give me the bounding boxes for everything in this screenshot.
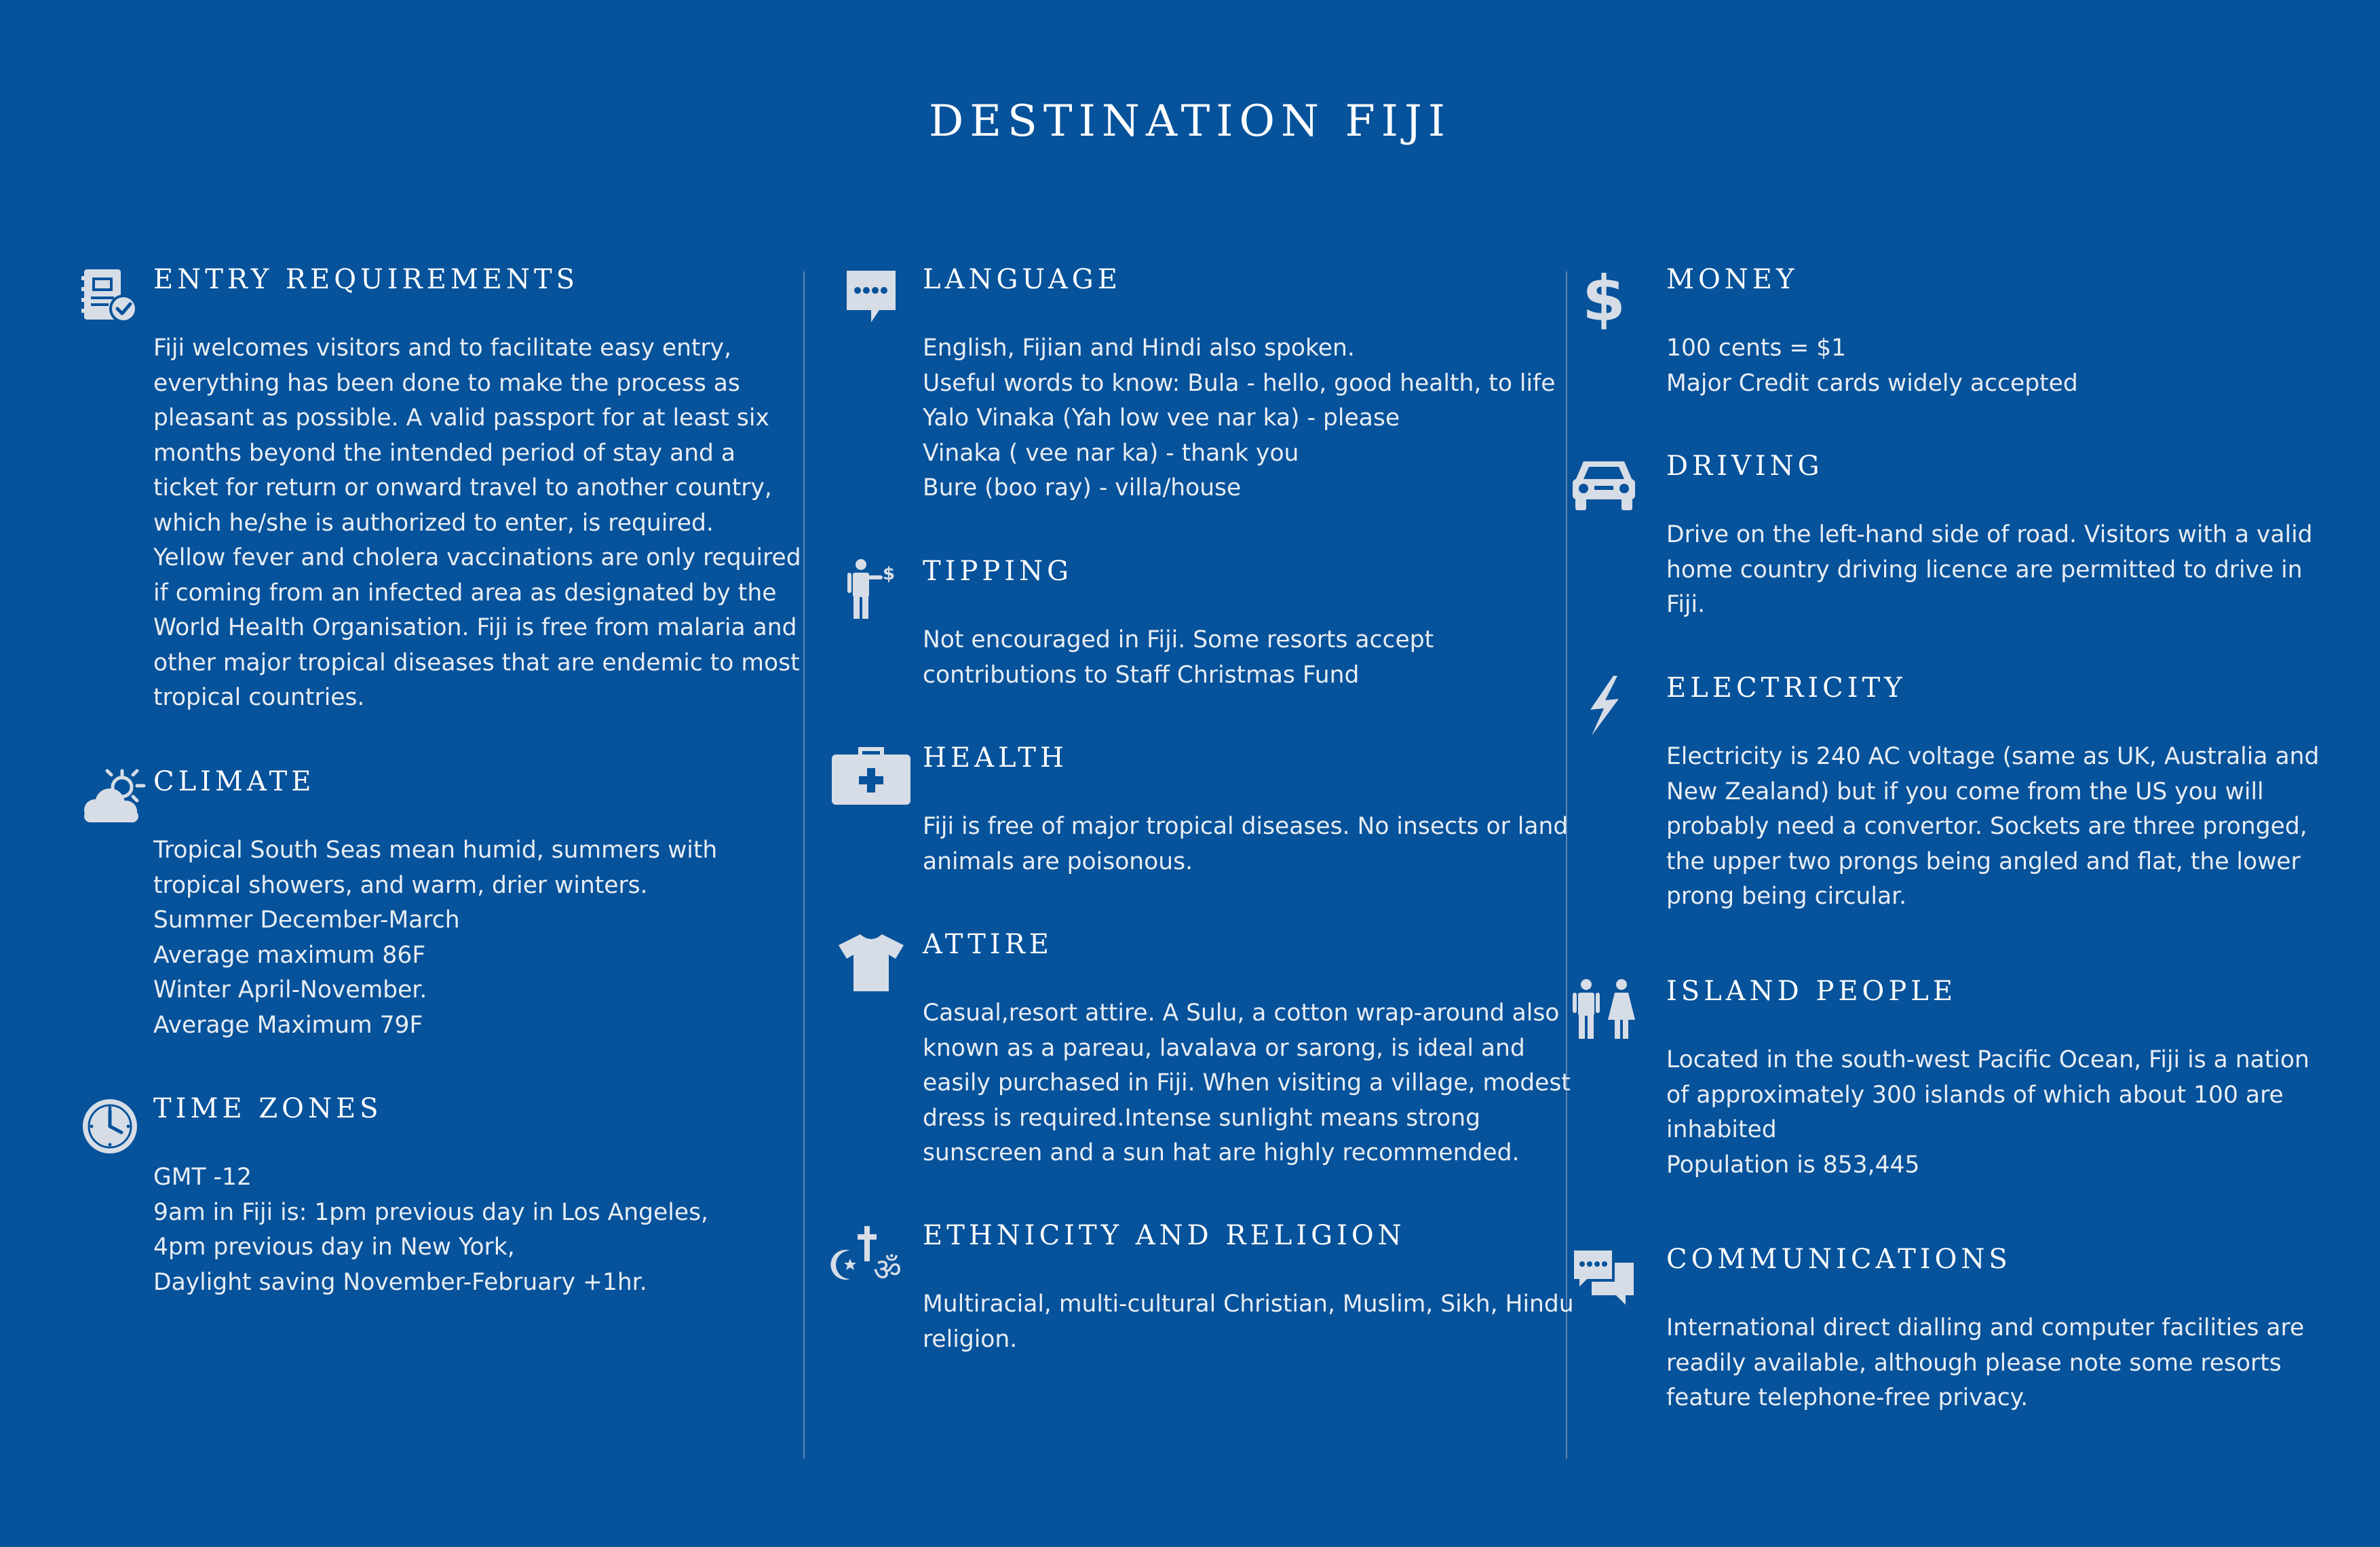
attire-heading: ATTIRE bbox=[923, 929, 1053, 960]
climate-text: Tropical South Seas mean humid, summers with tropical showers, and warm, drier winters. Summer December-March Average maximum 86F Winter April-November. Average Maximum 79F bbox=[153, 837, 718, 1039]
language-heading: LANGUAGE bbox=[923, 264, 1121, 295]
driving-text: Drive on the left-hand side of road. Visitors with a valid home country driving licence are permitted to drive in Fiji. bbox=[1666, 521, 2313, 618]
dollar-sign-icon bbox=[1563, 263, 1645, 335]
svg-text:$: $ bbox=[1581, 263, 1626, 335]
time-zones-heading: TIME ZONES bbox=[153, 1093, 383, 1124]
time-zones-text: GMT -12 9am in Fiji is: 1pm previous day in Los Angeles, 4pm previous day in New York, Daylight saving November-February +1hr. bbox=[153, 1164, 709, 1296]
driving-heading: DRIVING bbox=[1666, 451, 1824, 482]
money-heading: MONEY bbox=[1666, 264, 1799, 295]
passport-check-icon bbox=[69, 263, 151, 331]
entry-requirements-text: Fiji welcomes visitors and to facilitate easy entry, everything has been done to make the process as pleasant as possible. A valid passport for at least six months beyond the intended period of stay and a ticket for return or onward travel to another country, which he/she is authorized to enter, is required. Yellow fever and cholera vaccinations are only required if coming from an infected area as designated by the World Health Organisation. Fiji is free from malaria and other major tropical diseases that are endemic to most tropical countries. bbox=[153, 335, 801, 711]
entry-requirements-heading: ENTRY REQUIREMENTS bbox=[153, 264, 579, 295]
electricity-text: Electricity is 240 AC voltage (same as UK, Australia and New Zealand) but if you come from the US you will probably need a convertor. Sockets are three pronged, the upper two prongs being angled and flat, the lower prong being circular. bbox=[1666, 743, 2320, 910]
communications-text: International direct dialling and computer facilities are readily available, although please note some resorts feature telephone-free privacy. bbox=[1666, 1314, 2305, 1411]
lightning-bolt-icon bbox=[1563, 672, 1645, 740]
medical-kit-icon bbox=[830, 742, 912, 809]
svg-text:$: $ bbox=[883, 564, 896, 584]
clock-icon bbox=[69, 1092, 151, 1160]
money-text: 100 cents = $1 Major Credit cards widely accepted bbox=[1666, 335, 2078, 397]
language-text: English, Fijian and Hindi also spoken. Useful words to know: Bula - hello, good health, to life Yalo Vinaka (Yah low vee nar ka) - please Vinaka ( vee nar ka) - thank you Bure (boo ray) - villa/house bbox=[923, 335, 1556, 501]
person-dollar-icon bbox=[828, 555, 909, 623]
man-woman-icon bbox=[1563, 975, 1645, 1043]
health-heading: HEALTH bbox=[923, 742, 1068, 774]
tipping-text: Not encouraged in Fiji. Some resorts accept contributions to Staff Christmas Fund bbox=[923, 626, 1434, 689]
ethnicity-religion-text: Multiracial, multi-cultural Christian, Muslim, Sikh, Hindu religion. bbox=[923, 1291, 1574, 1353]
svg-text:ॐ: ॐ bbox=[873, 1251, 902, 1288]
electricity-heading: ELECTRICITY bbox=[1666, 672, 1906, 704]
t-shirt-icon bbox=[830, 928, 912, 996]
religion-symbols-icon bbox=[829, 1219, 910, 1287]
car-icon bbox=[1563, 450, 1645, 518]
page-title: DESTINATION FIJI bbox=[929, 96, 1451, 147]
communications-heading: COMMUNICATIONS bbox=[1666, 1244, 2012, 1275]
attire-text: Casual,resort attire. A Sulu, a cotton wrap-around also known as a pareau, lavalava or sarong, is ideal and easily purchased in Fiji. When visiting a village, modest dress is required.Intense sunlight means strong sunscreen and a sun hat are highly recommended. bbox=[923, 999, 1571, 1166]
speech-bubble-icon bbox=[830, 263, 912, 331]
climate-heading: CLIMATE bbox=[153, 766, 315, 797]
health-text: Fiji is free of major tropical diseases. No insects or land animals are poisonous. bbox=[923, 813, 1569, 875]
ethnicity-religion-heading: ETHNICITY AND RELIGION bbox=[923, 1220, 1406, 1251]
tipping-heading: TIPPING bbox=[923, 556, 1073, 587]
chat-bubbles-icon bbox=[1563, 1243, 1645, 1311]
sun-cloud-icon bbox=[69, 765, 151, 833]
island-people-heading: ISLAND PEOPLE bbox=[1666, 976, 1957, 1007]
island-people-text: Located in the south-west Pacific Ocean, Fiji is a nation of approximately 300 islands of which about 100 are inhabited Population is 853,445 bbox=[1666, 1046, 2309, 1179]
